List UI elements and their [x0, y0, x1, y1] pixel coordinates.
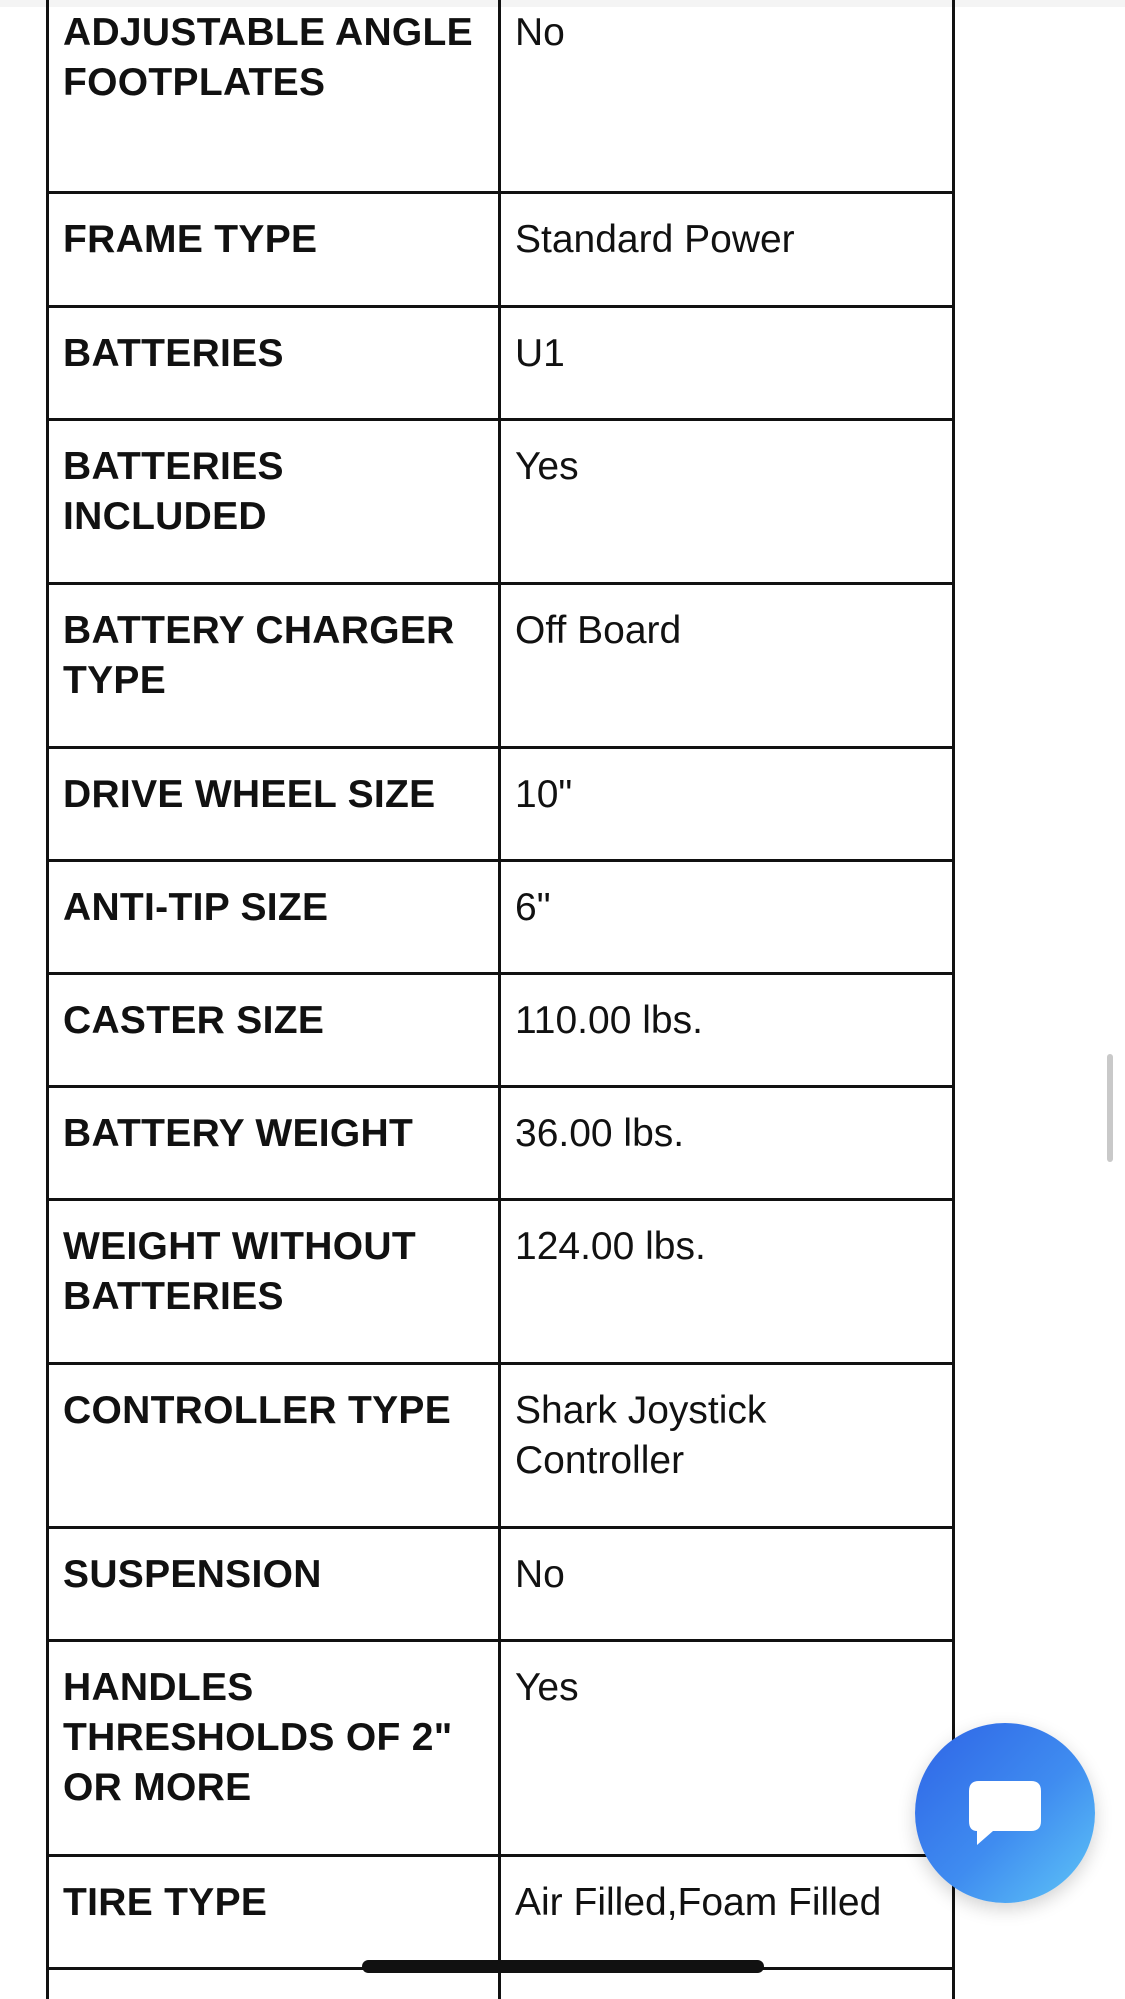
table-row: [48, 583, 954, 747]
spec-label: ADJUSTABLE ANGLE FOOTPLATES: [48, 0, 500, 192]
home-indicator[interactable]: [362, 1960, 764, 1973]
spec-label: BATTERIES: [48, 306, 500, 419]
spec-label: HANDLES THRESHOLDS OF 2" OR MORE: [48, 1640, 500, 1855]
table-row: [48, 1527, 954, 1640]
table-row: [48, 747, 954, 860]
spec-value: 10": [500, 747, 954, 860]
spec-value: 36.00 lbs.: [500, 1086, 954, 1199]
table-row: [48, 0, 954, 192]
spec-value: Off Board: [500, 583, 954, 747]
spec-value: Standard Power: [500, 192, 954, 306]
spec-table: [46, 0, 955, 1999]
scrollbar[interactable]: [1107, 1054, 1113, 1162]
spec-label: BATTERY CHARGER TYPE: [48, 583, 500, 747]
chat-button[interactable]: [915, 1723, 1095, 1903]
table-row: [48, 860, 954, 973]
spec-label: TIRE TYPE: [48, 1855, 500, 1968]
spec-value: U1: [500, 306, 954, 419]
spec-value: No: [500, 1527, 954, 1640]
spec-label: ANTI-TIP SIZE: [48, 860, 500, 973]
spec-label: CONTROLLER TYPE: [48, 1363, 500, 1527]
table-row: [48, 1855, 954, 1968]
spec-label: BATTERY WEIGHT: [48, 1086, 500, 1199]
spec-label: FRAME TYPE: [48, 192, 500, 306]
spec-value: Yes: [500, 419, 954, 583]
table-row: [48, 192, 954, 306]
table-row: [48, 973, 954, 1086]
spec-value: Shark Joystick Controller: [500, 1363, 954, 1527]
table-row: [48, 1199, 954, 1363]
spec-value: 6": [500, 860, 954, 973]
spec-label: SUSPENSION: [48, 1527, 500, 1640]
spec-value: No: [500, 0, 954, 192]
spec-value: 110.00 lbs.: [500, 973, 954, 1086]
spec-label: DRIVE WHEEL SIZE: [48, 747, 500, 860]
table-row: [48, 1086, 954, 1199]
spec-value: Yes: [500, 1640, 954, 1855]
chat-bubble-icon: [965, 1777, 1045, 1849]
spec-label: CASTER SIZE: [48, 973, 500, 1086]
table-row: [48, 306, 954, 419]
spec-label: BATTERIES INCLUDED: [48, 419, 500, 583]
spec-label: WEIGHT WITHOUT BATTERIES: [48, 1199, 500, 1363]
table-row: [48, 1640, 954, 1855]
table-row: [48, 1363, 954, 1527]
spec-value: Air Filled,Foam Filled: [500, 1855, 954, 1968]
table-row: [48, 419, 954, 583]
spec-value: 124.00 lbs.: [500, 1199, 954, 1363]
